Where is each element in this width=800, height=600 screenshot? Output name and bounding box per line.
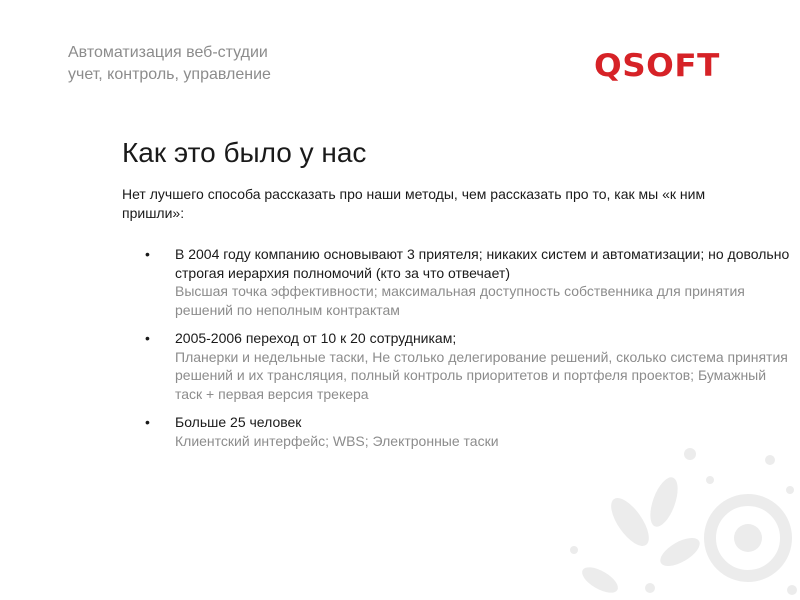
floral-pattern-icon — [560, 440, 800, 600]
bullet-marker: • — [145, 414, 150, 430]
bullet-detail-text: Высшая точка эффективности; максимальная доступность собственника для принятия решений по неполным контрактам — [175, 283, 745, 318]
bullet-marker: • — [145, 330, 150, 346]
header-subtitle-line-2: учет, контроль, управление — [68, 66, 271, 83]
bullet-detail-text: Планерки и недельные таски, Не столько делегирование решений, сколько система принятия решений и их трансляция, полный контроль приоритетов и портфеля проектов; Бумажный таск + первая версия трекера — [175, 348, 788, 402]
qsoft-logo: QSOFT — [594, 48, 720, 84]
bullet-main-text: Больше 25 человек — [175, 414, 302, 430]
bullet-main-text: 2005-2006 переход от 10 к 20 сотрудникам; — [175, 330, 457, 346]
bullet-item-2005 — [122, 329, 792, 403]
intro-text: Нет лучшего способа рассказать про наши методы, чем рассказать про то, как мы «к ним пришли»: — [122, 186, 706, 221]
bullet-marker: • — [145, 246, 150, 262]
header-subtitle — [68, 42, 271, 86]
bullet-item-2004 — [122, 245, 792, 319]
slide-title: Как это было у нас — [122, 137, 367, 168]
header-subtitle-line-1: Автоматизация веб-студии — [68, 44, 268, 61]
bullet-main-text: В 2004 году компанию основывают 3 приятеля; никаких систем и автоматизации; но довольно строгая иерархия полномочий (кто за что отвечает) — [175, 246, 790, 281]
bullet-detail-text: Клиентский интерфейс; WBS; Электронные таски — [175, 432, 499, 449]
bullet-list — [122, 245, 792, 460]
